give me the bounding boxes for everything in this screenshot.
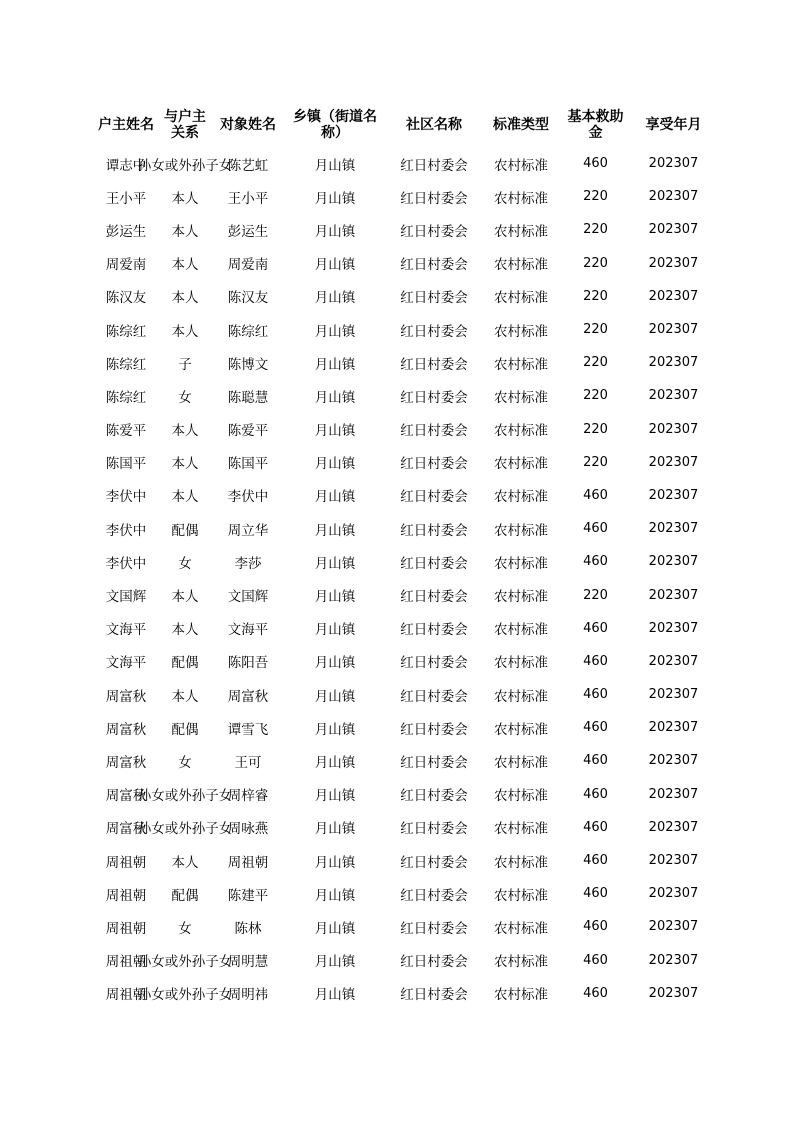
header-standard-type: 标准类型 — [493, 117, 549, 133]
cell-period: 202307 — [648, 985, 699, 1001]
cell-head-name: 周富秋 — [105, 821, 147, 838]
cell-town: 月山镇 — [314, 987, 356, 1004]
cell-town: 月山镇 — [314, 920, 356, 937]
relation-text: 本人 — [171, 290, 199, 307]
cell-standard-type: 农村标准 — [494, 987, 548, 1004]
cell-community: 红日村委会 — [400, 522, 468, 539]
cell-relation — [137, 977, 233, 1010]
cell-standard-type: 农村标准 — [494, 920, 548, 937]
cell-standard-type: 农村标准 — [494, 190, 548, 207]
cell-amount: 220 — [583, 355, 608, 371]
cell-amount: 460 — [583, 786, 608, 802]
cell-town: 月山镇 — [314, 223, 356, 240]
cell-relation — [155, 180, 215, 213]
cell-member-name: 周爱南 — [227, 257, 269, 274]
cell-amount: 220 — [583, 454, 608, 470]
cell-town: 月山镇 — [314, 721, 356, 738]
cell-amount: 460 — [583, 919, 608, 935]
cell-standard-type: 农村标准 — [494, 456, 548, 473]
cell-community: 红日村委会 — [400, 887, 468, 904]
relation-text: 女 — [178, 389, 192, 406]
relation-text: 本人 — [171, 589, 199, 606]
cell-period: 202307 — [648, 156, 699, 172]
cell-community: 红日村委会 — [400, 190, 468, 207]
cell-relation — [155, 910, 215, 943]
relation-text: 孙女或外孙子女 — [137, 788, 233, 805]
cell-head-name: 王小平 — [105, 190, 147, 207]
relation-text: 本人 — [171, 688, 199, 705]
cell-period: 202307 — [648, 786, 699, 802]
cell-period: 202307 — [648, 720, 699, 736]
cell-member-name: 周富秋 — [227, 688, 269, 705]
cell-period: 202307 — [648, 853, 699, 869]
table-row — [97, 213, 719, 246]
cell-community: 红日村委会 — [400, 987, 468, 1004]
cell-relation — [155, 744, 215, 777]
cell-standard-type: 农村标准 — [494, 754, 548, 771]
relation-text: 本人 — [171, 622, 199, 639]
table-row — [97, 778, 719, 811]
cell-head-name: 周祖朝 — [105, 954, 147, 971]
cell-community: 红日村委会 — [400, 489, 468, 506]
cell-relation — [155, 379, 215, 412]
relation-text: 女 — [178, 754, 192, 771]
cell-relation — [155, 213, 215, 246]
cell-member-name: 陈艺虹 — [227, 157, 269, 174]
cell-town: 月山镇 — [314, 854, 356, 871]
table-row — [97, 247, 719, 280]
cell-town: 月山镇 — [314, 589, 356, 606]
cell-standard-type: 农村标准 — [494, 489, 548, 506]
cell-amount: 220 — [583, 288, 608, 304]
cell-standard-type: 农村标准 — [494, 389, 548, 406]
header-row — [97, 103, 719, 147]
table-body — [97, 147, 719, 1010]
cell-town: 月山镇 — [314, 290, 356, 307]
cell-head-name: 文海平 — [105, 655, 147, 672]
table-row — [97, 612, 719, 645]
table-row — [97, 645, 719, 678]
relation-text: 孙女或外孙子女 — [137, 821, 233, 838]
cell-community: 红日村委会 — [400, 157, 468, 174]
cell-period: 202307 — [648, 288, 699, 304]
cell-community: 红日村委会 — [400, 589, 468, 606]
cell-relation — [155, 711, 215, 744]
cell-community: 红日村委会 — [400, 423, 468, 440]
cell-standard-type: 农村标准 — [494, 423, 548, 440]
cell-period: 202307 — [648, 620, 699, 636]
cell-community: 红日村委会 — [400, 257, 468, 274]
cell-amount: 220 — [583, 587, 608, 603]
cell-relation — [155, 612, 215, 645]
cell-amount: 460 — [583, 487, 608, 503]
relation-text: 子 — [178, 356, 192, 373]
cell-relation — [155, 413, 215, 446]
cell-head-name: 文国辉 — [105, 589, 147, 606]
cell-member-name: 王小平 — [227, 190, 269, 207]
cell-head-name: 周爱南 — [105, 257, 147, 274]
cell-head-name: 李伏中 — [105, 489, 147, 506]
cell-town: 月山镇 — [314, 456, 356, 473]
cell-relation — [155, 313, 215, 346]
cell-relation — [155, 545, 215, 578]
cell-head-name: 陈综红 — [105, 389, 147, 406]
cell-head-name: 周祖朝 — [105, 887, 147, 904]
cell-relation — [155, 678, 215, 711]
cell-head-name: 周富秋 — [105, 688, 147, 705]
cell-period: 202307 — [648, 587, 699, 603]
cell-period: 202307 — [648, 189, 699, 205]
cell-town: 月山镇 — [314, 622, 356, 639]
table-row — [97, 346, 719, 379]
cell-community: 红日村委会 — [400, 754, 468, 771]
cell-amount: 460 — [583, 156, 608, 172]
cell-head-name: 周祖朝 — [105, 987, 147, 1004]
cell-head-name: 周祖朝 — [105, 854, 147, 871]
cell-standard-type: 农村标准 — [494, 622, 548, 639]
table-row — [97, 678, 719, 711]
cell-head-name: 陈国平 — [105, 456, 147, 473]
cell-amount: 460 — [583, 753, 608, 769]
cell-member-name: 陈爱平 — [227, 423, 269, 440]
header-community: 社区名称 — [406, 117, 462, 133]
relation-text: 本人 — [171, 423, 199, 440]
cell-head-name: 周富秋 — [105, 788, 147, 805]
cell-head-name: 陈综红 — [105, 356, 147, 373]
cell-period: 202307 — [648, 653, 699, 669]
cell-member-name: 陈博文 — [227, 356, 269, 373]
cell-member-name: 陈阳吾 — [227, 655, 269, 672]
cell-period: 202307 — [648, 687, 699, 703]
cell-relation — [155, 479, 215, 512]
cell-relation — [137, 778, 233, 811]
cell-amount: 460 — [583, 521, 608, 537]
cell-member-name: 陈国平 — [227, 456, 269, 473]
cell-member-name: 彭运生 — [227, 223, 269, 240]
relation-text: 配偶 — [171, 522, 199, 539]
table-row — [97, 147, 719, 180]
cell-member-name: 陈建平 — [227, 887, 269, 904]
cell-period: 202307 — [648, 952, 699, 968]
cell-community: 红日村委会 — [400, 788, 468, 805]
cell-community: 红日村委会 — [400, 688, 468, 705]
cell-relation — [155, 645, 215, 678]
table-row — [97, 313, 719, 346]
cell-community: 红日村委会 — [400, 821, 468, 838]
cell-town: 月山镇 — [314, 190, 356, 207]
cell-town: 月山镇 — [314, 522, 356, 539]
cell-standard-type: 农村标准 — [494, 257, 548, 274]
cell-standard-type: 农村标准 — [494, 954, 548, 971]
cell-member-name: 周梓睿 — [227, 788, 269, 805]
cell-town: 月山镇 — [314, 821, 356, 838]
cell-standard-type: 农村标准 — [494, 356, 548, 373]
cell-period: 202307 — [648, 886, 699, 902]
cell-member-name: 王可 — [234, 754, 262, 771]
relief-roster-table — [97, 103, 719, 1010]
cell-period: 202307 — [648, 521, 699, 537]
cell-community: 红日村委会 — [400, 920, 468, 937]
relation-text: 配偶 — [171, 655, 199, 672]
cell-community: 红日村委会 — [400, 655, 468, 672]
relation-text: 孙女或外孙子女 — [137, 157, 233, 174]
cell-head-name: 周祖朝 — [105, 920, 147, 937]
table-row — [97, 446, 719, 479]
cell-relation — [155, 446, 215, 479]
cell-amount: 220 — [583, 222, 608, 238]
relation-text: 配偶 — [171, 721, 199, 738]
cell-community: 红日村委会 — [400, 854, 468, 871]
cell-amount: 460 — [583, 853, 608, 869]
cell-relation — [155, 578, 215, 611]
cell-member-name: 李伏中 — [227, 489, 269, 506]
cell-member-name: 周立华 — [227, 522, 269, 539]
cell-amount: 460 — [583, 720, 608, 736]
cell-period: 202307 — [648, 454, 699, 470]
cell-town: 月山镇 — [314, 356, 356, 373]
cell-standard-type: 农村标准 — [494, 821, 548, 838]
cell-amount: 460 — [583, 952, 608, 968]
cell-relation — [155, 844, 215, 877]
cell-member-name: 陈聪慧 — [227, 389, 269, 406]
cell-relation — [155, 280, 215, 313]
cell-head-name: 彭运生 — [105, 223, 147, 240]
relation-text: 本人 — [171, 456, 199, 473]
cell-period: 202307 — [648, 222, 699, 238]
cell-period: 202307 — [648, 819, 699, 835]
cell-amount: 220 — [583, 421, 608, 437]
cell-community: 红日村委会 — [400, 323, 468, 340]
cell-period: 202307 — [648, 753, 699, 769]
cell-community: 红日村委会 — [400, 622, 468, 639]
cell-amount: 460 — [583, 886, 608, 902]
cell-period: 202307 — [648, 554, 699, 570]
cell-relation — [155, 346, 215, 379]
cell-member-name: 文国辉 — [227, 589, 269, 606]
cell-community: 红日村委会 — [400, 555, 468, 572]
table-row — [97, 379, 719, 412]
table-row — [97, 711, 719, 744]
cell-town: 月山镇 — [314, 489, 356, 506]
relation-text: 本人 — [171, 323, 199, 340]
cell-town: 月山镇 — [314, 688, 356, 705]
cell-community: 红日村委会 — [400, 721, 468, 738]
cell-head-name: 陈爱平 — [105, 423, 147, 440]
cell-head-name: 谭志中 — [105, 157, 147, 174]
cell-standard-type: 农村标准 — [494, 721, 548, 738]
cell-town: 月山镇 — [314, 157, 356, 174]
cell-community: 红日村委会 — [400, 389, 468, 406]
cell-member-name: 谭雪飞 — [227, 721, 269, 738]
relation-text: 配偶 — [171, 887, 199, 904]
cell-head-name: 周富秋 — [105, 754, 147, 771]
cell-town: 月山镇 — [314, 655, 356, 672]
cell-period: 202307 — [648, 355, 699, 371]
cell-relation — [155, 512, 215, 545]
cell-standard-type: 农村标准 — [494, 854, 548, 871]
cell-member-name: 周明祎 — [227, 987, 269, 1004]
table-row — [97, 877, 719, 910]
cell-standard-type: 农村标准 — [494, 655, 548, 672]
relation-text: 本人 — [171, 190, 199, 207]
table-row — [97, 578, 719, 611]
cell-amount: 460 — [583, 687, 608, 703]
cell-head-name: 文海平 — [105, 622, 147, 639]
table-row — [97, 744, 719, 777]
relation-text: 女 — [178, 555, 192, 572]
header-member-name: 对象姓名 — [220, 117, 276, 133]
table-row — [97, 944, 719, 977]
cell-amount: 220 — [583, 322, 608, 338]
cell-community: 红日村委会 — [400, 223, 468, 240]
cell-town: 月山镇 — [314, 954, 356, 971]
cell-head-name: 陈综红 — [105, 323, 147, 340]
cell-town: 月山镇 — [314, 389, 356, 406]
cell-relation — [137, 147, 233, 180]
table-row — [97, 910, 719, 943]
cell-standard-type: 农村标准 — [494, 555, 548, 572]
cell-relation — [137, 944, 233, 977]
table-row — [97, 844, 719, 877]
cell-member-name: 陈林 — [234, 920, 262, 937]
relation-text: 孙女或外孙子女 — [137, 954, 233, 971]
table-row — [97, 512, 719, 545]
relation-text: 本人 — [171, 223, 199, 240]
cell-town: 月山镇 — [314, 754, 356, 771]
cell-period: 202307 — [648, 919, 699, 935]
table-row — [97, 180, 719, 213]
cell-community: 红日村委会 — [400, 356, 468, 373]
cell-standard-type: 农村标准 — [494, 290, 548, 307]
cell-member-name: 周明慧 — [227, 954, 269, 971]
table-row — [97, 280, 719, 313]
cell-standard-type: 农村标准 — [494, 223, 548, 240]
cell-relation — [155, 247, 215, 280]
cell-town: 月山镇 — [314, 257, 356, 274]
relation-text: 本人 — [171, 257, 199, 274]
relation-text: 本人 — [171, 489, 199, 506]
cell-town: 月山镇 — [314, 323, 356, 340]
cell-standard-type: 农村标准 — [494, 589, 548, 606]
cell-amount: 460 — [583, 985, 608, 1001]
cell-town: 月山镇 — [314, 788, 356, 805]
header-period: 享受年月 — [645, 117, 702, 133]
table-row — [97, 977, 719, 1010]
cell-period: 202307 — [648, 388, 699, 404]
header-town: 乡镇（街道名称） — [293, 109, 377, 141]
cell-period: 202307 — [648, 487, 699, 503]
cell-period: 202307 — [648, 421, 699, 437]
relation-text: 女 — [178, 920, 192, 937]
cell-head-name: 周富秋 — [105, 721, 147, 738]
cell-amount: 460 — [583, 620, 608, 636]
table-row — [97, 413, 719, 446]
relation-text: 本人 — [171, 854, 199, 871]
cell-member-name: 陈综红 — [227, 323, 269, 340]
cell-community: 红日村委会 — [400, 290, 468, 307]
cell-relation — [137, 811, 233, 844]
header-amount: 基本救助金 — [567, 109, 624, 141]
cell-amount: 220 — [583, 255, 608, 271]
cell-member-name: 周祖朝 — [227, 854, 269, 871]
table-row — [97, 479, 719, 512]
cell-member-name: 周咏燕 — [227, 821, 269, 838]
cell-head-name: 陈汉友 — [105, 290, 147, 307]
cell-amount: 220 — [583, 189, 608, 205]
cell-relation — [155, 877, 215, 910]
cell-standard-type: 农村标准 — [494, 887, 548, 904]
relation-text: 孙女或外孙子女 — [137, 987, 233, 1004]
cell-standard-type: 农村标准 — [494, 323, 548, 340]
table-row — [97, 545, 719, 578]
cell-amount: 220 — [583, 388, 608, 404]
cell-community: 红日村委会 — [400, 954, 468, 971]
cell-standard-type: 农村标准 — [494, 788, 548, 805]
cell-amount: 460 — [583, 653, 608, 669]
cell-member-name: 李莎 — [234, 555, 262, 572]
cell-town: 月山镇 — [314, 555, 356, 572]
cell-town: 月山镇 — [314, 887, 356, 904]
cell-town: 月山镇 — [314, 423, 356, 440]
cell-amount: 460 — [583, 554, 608, 570]
cell-standard-type: 农村标准 — [494, 157, 548, 174]
cell-standard-type: 农村标准 — [494, 522, 548, 539]
cell-head-name: 李伏中 — [105, 555, 147, 572]
cell-period: 202307 — [648, 255, 699, 271]
table-header — [97, 103, 719, 147]
cell-standard-type: 农村标准 — [494, 688, 548, 705]
cell-amount: 460 — [583, 819, 608, 835]
table-row — [97, 811, 719, 844]
header-head-name: 户主姓名 — [98, 117, 154, 133]
header-relation: 与户主关系 — [164, 109, 206, 141]
cell-member-name: 文海平 — [227, 622, 269, 639]
cell-community: 红日村委会 — [400, 456, 468, 473]
cell-head-name: 李伏中 — [105, 522, 147, 539]
cell-period: 202307 — [648, 322, 699, 338]
cell-member-name: 陈汉友 — [227, 290, 269, 307]
